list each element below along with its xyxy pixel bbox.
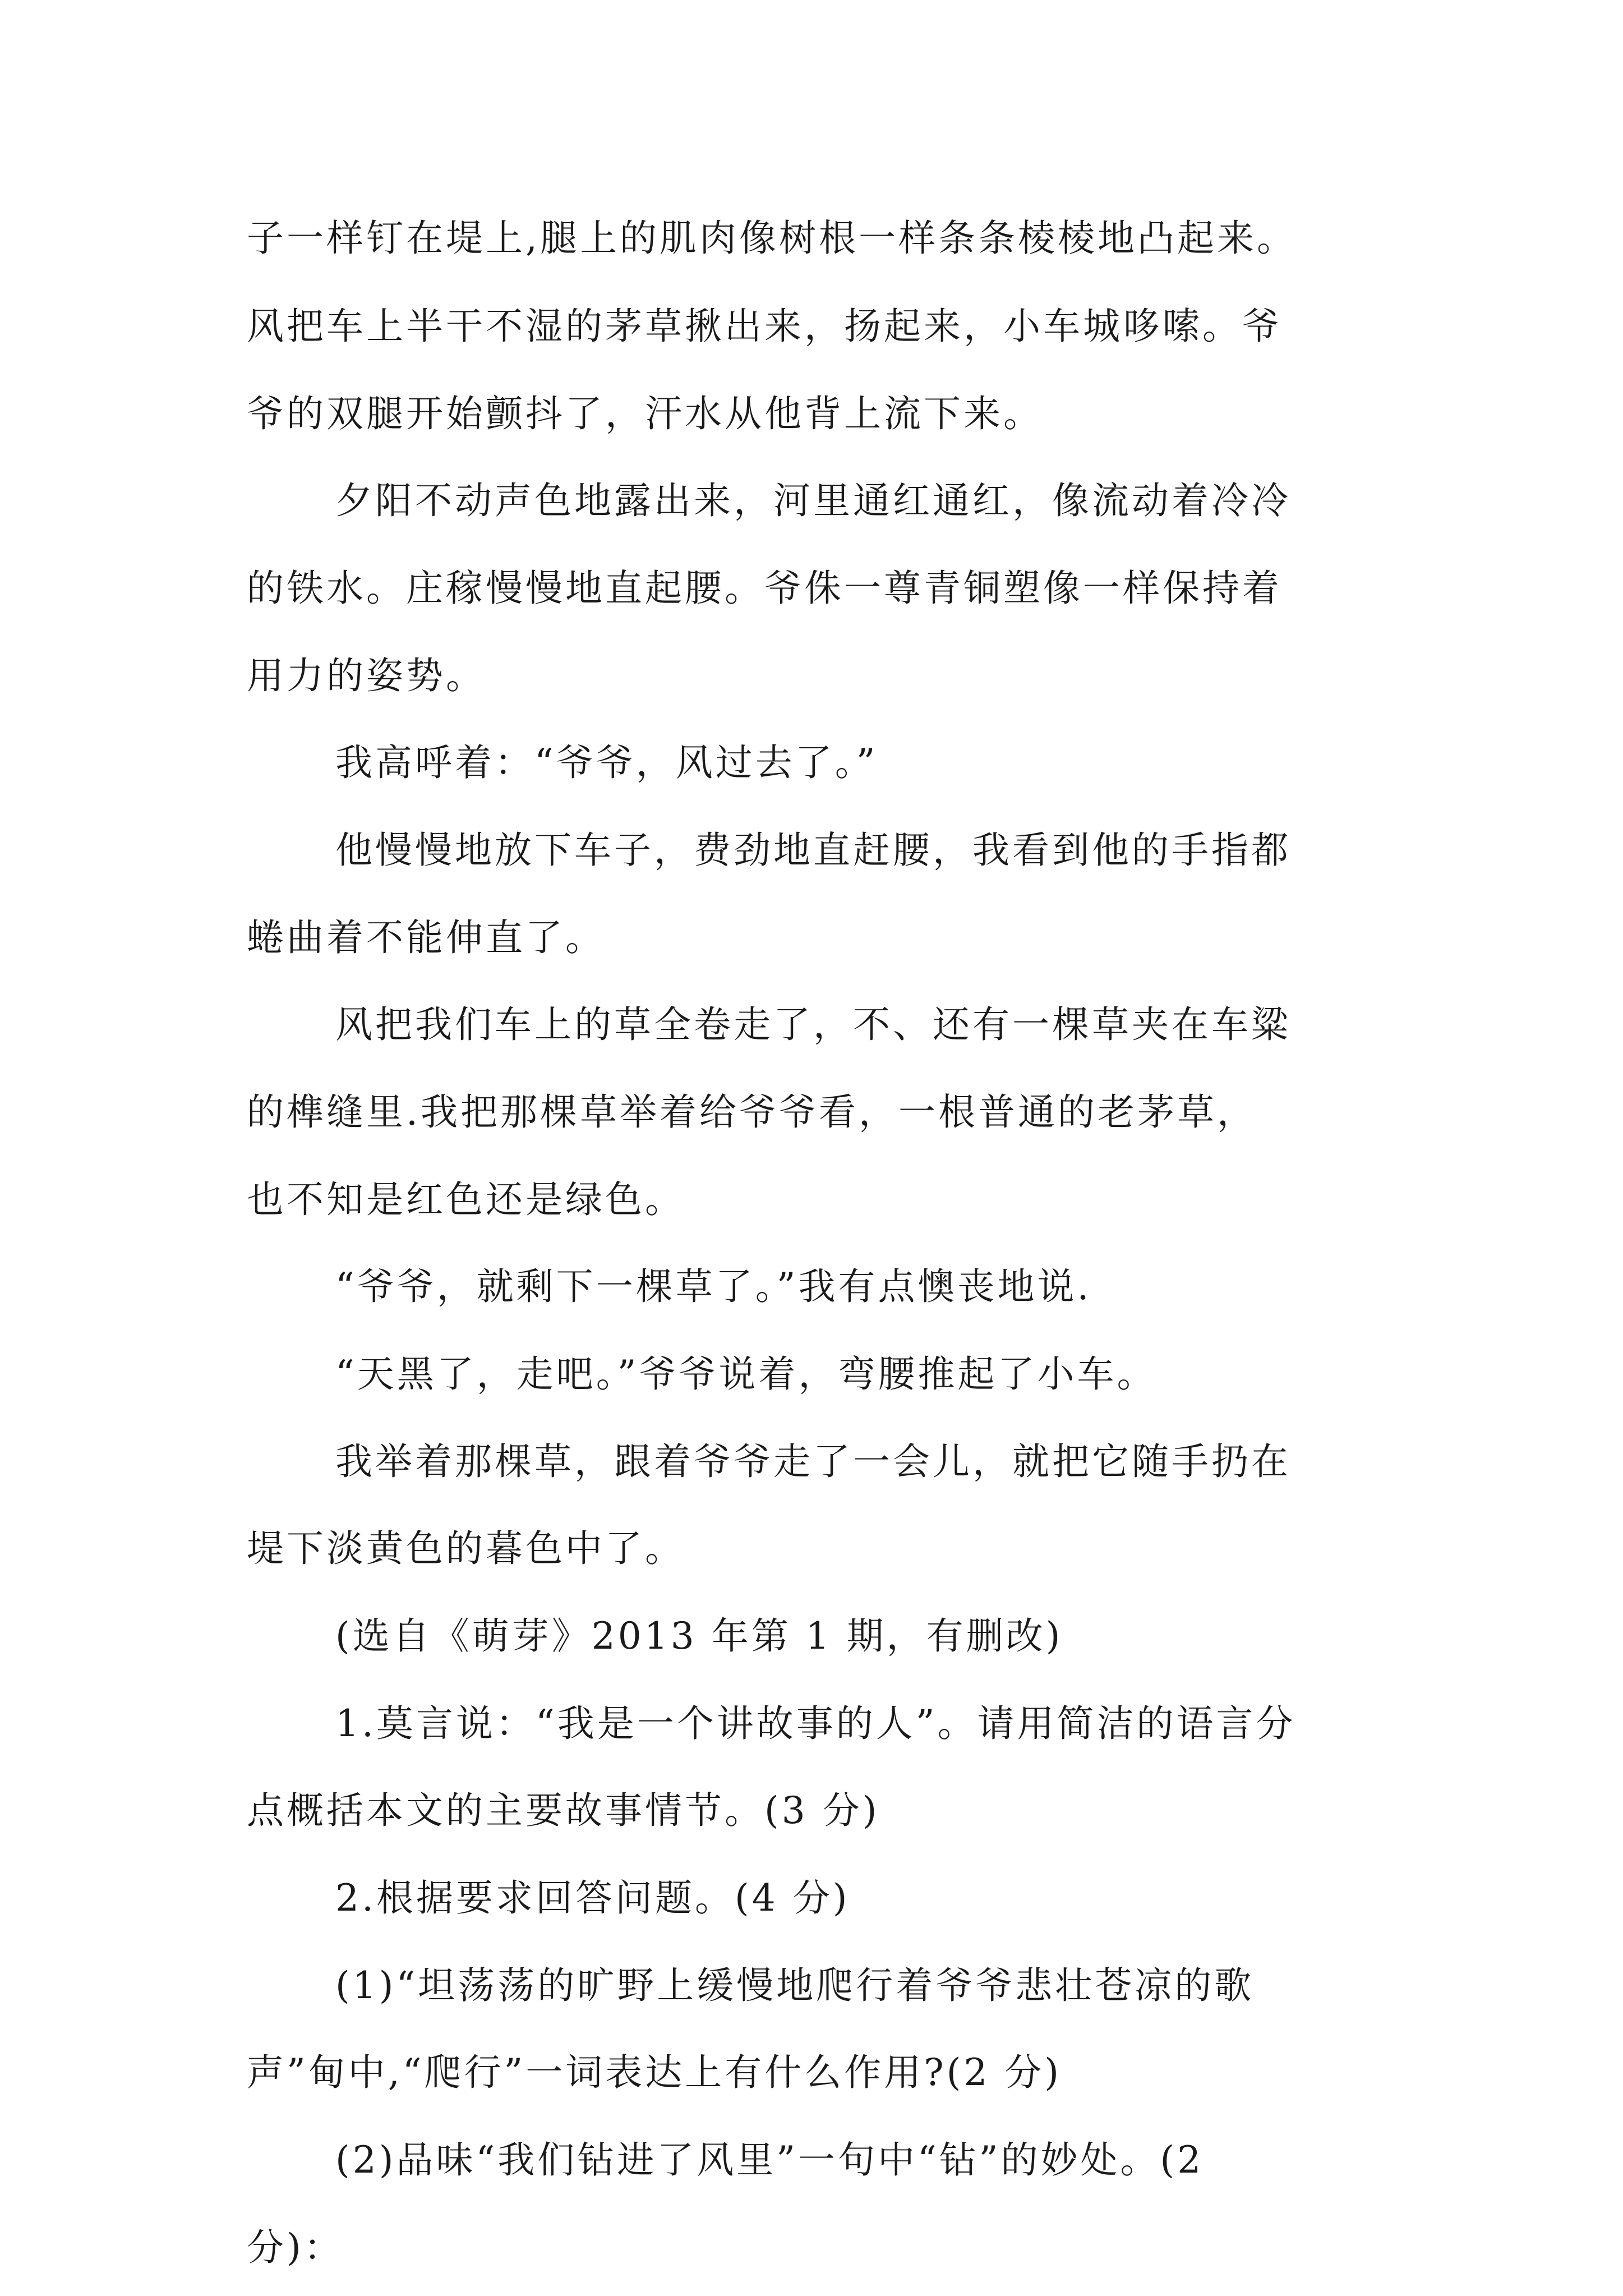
text-line: 堤下淡黄色的暮色中了。 bbox=[247, 1527, 685, 1570]
text-line: 也不知是红色还是绿色。 bbox=[247, 1178, 685, 1221]
text-line: 的铁水。庄稼慢慢地直起腰。爷侏一尊青铜塑像一样保持着 bbox=[247, 567, 1282, 610]
text-line: 蜷曲着不能伸直了。 bbox=[247, 916, 605, 959]
text-line: 爷的双腿开始颤抖了，汗水从他背上流下来。 bbox=[247, 392, 1043, 435]
text-line: 风把我们车上的草全卷走了，不、还有一棵草夹在车粱 bbox=[335, 1003, 1291, 1046]
text-line: 的榫缝里.我把那棵草举着给爷爷看，一根普通的老茅草， bbox=[247, 1091, 1257, 1134]
question-2-2: (2)品味“我们钻进了风里”一句中“钻”的妙处。(2 bbox=[335, 2138, 1204, 2182]
text-line: “天黑了，走吧。”爷爷说着，弯腰推起了小车。 bbox=[335, 1352, 1157, 1396]
text-line: 子一样钉在堤上,腿上的肌肉像树根一样条条棱棱地凸起来。 bbox=[247, 217, 1297, 260]
source-citation: (选自《萌芽》2013 年第 1 期，有删改) bbox=[335, 1614, 1063, 1658]
question-2: 2.根据要求回答问题。(4 分) bbox=[335, 1876, 850, 1920]
question-1: 1.莫言说：“我是一个讲故事的人”。请用简洁的语言分 bbox=[335, 1702, 1296, 1745]
question-2-1-cont: 声”甸中,“爬行”一词表达上有什么作用?(2 分) bbox=[247, 2051, 1062, 2094]
text-line: 他慢慢地放下车子，费劲地直赶腰，我看到他的手指都 bbox=[335, 829, 1291, 872]
text-line: 夕阳不动声色地露出来，河里通红通红，像流动着冷冷 bbox=[335, 479, 1291, 522]
text-line: 我举着那棵草，跟着爷爷走了一会儿，就把它随手扔在 bbox=[335, 1440, 1291, 1483]
question-2-2-cont: 分)： bbox=[247, 2226, 344, 2269]
text-line: 我高呼着：“爷爷，风过去了。” bbox=[335, 741, 878, 784]
text-line: 风把车上半干不湿的茅草揪出来，扬起来，小车城哆嗦。爷 bbox=[247, 305, 1282, 348]
question-1-cont: 点概括本文的主要故事情节。(3 分) bbox=[247, 1789, 880, 1832]
text-line: 用力的姿势。 bbox=[247, 654, 486, 697]
question-2-1: (1)“坦荡荡的旷野上缓慢地爬行着爷爷悲壮苍凉的歌 bbox=[335, 1964, 1255, 2007]
text-line: “爷爷，就剩下一棵草了。”我有点懊丧地说. bbox=[335, 1265, 1092, 1308]
